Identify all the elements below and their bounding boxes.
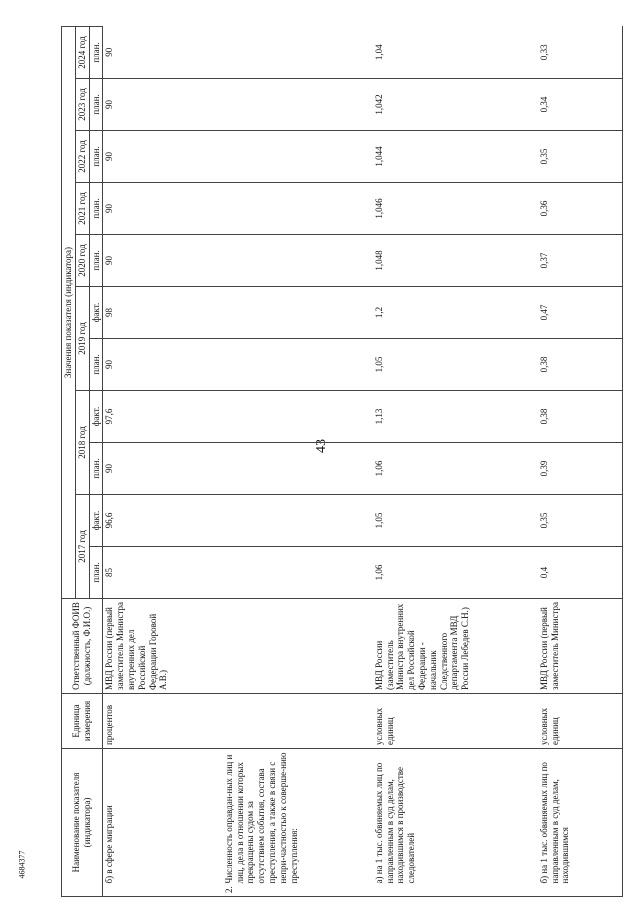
responsible-cell xyxy=(223,598,373,693)
value-cell: 1,06 xyxy=(373,442,538,494)
unit-cell xyxy=(223,693,373,748)
value-cell: 90 xyxy=(103,26,223,78)
table-row xyxy=(373,26,538,896)
header-year-2021: 2021 год xyxy=(75,182,89,234)
indicator-name: а) на 1 тыс. обвиняемых лиц по направленным в суд делам, находившимся в производстве следователей xyxy=(373,762,417,884)
unit-cell: условных единиц xyxy=(538,693,623,748)
indicator-table xyxy=(61,26,623,897)
header-plan: план. xyxy=(89,338,103,390)
unit-cell: процентов xyxy=(103,693,223,748)
value-cell: 1,05 xyxy=(373,338,538,390)
value-cell xyxy=(223,182,373,234)
value-cell xyxy=(223,442,373,494)
value-cell xyxy=(223,78,373,130)
header-fact: факт. xyxy=(89,494,103,546)
value-cell: 1,2 xyxy=(373,286,538,338)
header-values: Значения показателя (индикатора) xyxy=(62,26,76,598)
value-cell: 90 xyxy=(103,78,223,130)
value-cell: 0,47 xyxy=(538,286,623,338)
header-plan: план. xyxy=(89,130,103,182)
value-cell: 0,35 xyxy=(538,130,623,182)
value-cell xyxy=(223,286,373,338)
header-plan: план. xyxy=(89,78,103,130)
header-plan: план. xyxy=(89,26,103,78)
header-plan: план. xyxy=(89,442,103,494)
value-cell: 0,35 xyxy=(538,494,623,546)
value-cell: 0,36 xyxy=(538,182,623,234)
value-cell xyxy=(223,390,373,442)
value-cell: 0,39 xyxy=(538,442,623,494)
value-cell: 1,04 xyxy=(373,26,538,78)
value-cell: 98 xyxy=(103,286,223,338)
value-cell: 1,042 xyxy=(373,78,538,130)
header-fact: факт. xyxy=(89,390,103,442)
value-cell: 0,37 xyxy=(538,234,623,286)
value-cell xyxy=(223,234,373,286)
header-plan: план. xyxy=(89,234,103,286)
value-cell: 96,6 xyxy=(103,494,223,546)
responsible-cell: МВД России (первый заместитель Министра внутренних дел Российской Федерации Горовой А.В.) xyxy=(103,598,223,693)
value-cell: 1,044 xyxy=(373,130,538,182)
header-plan: план. xyxy=(89,546,103,598)
value-cell xyxy=(223,338,373,390)
value-cell: 1,048 xyxy=(373,234,538,286)
table-row xyxy=(538,26,623,896)
value-cell: 85 xyxy=(103,546,223,598)
header-year-2022: 2022 год xyxy=(75,130,89,182)
header-year-2020: 2020 год xyxy=(75,234,89,286)
value-cell: 1,046 xyxy=(373,182,538,234)
value-cell: 1,13 xyxy=(373,390,538,442)
table-row xyxy=(223,26,373,896)
header-unit: Единица измерения xyxy=(62,693,103,748)
value-cell xyxy=(223,494,373,546)
header-year-2024: 2024 год xyxy=(75,26,89,78)
unit-cell: условных единиц xyxy=(373,693,538,748)
header-year-2017: 2017 год xyxy=(75,494,89,598)
header-plan: план. xyxy=(89,182,103,234)
table-row xyxy=(103,26,223,896)
header-name: Наименование показателя (индикатора) xyxy=(62,748,103,896)
header-year-2023: 2023 год xyxy=(75,78,89,130)
responsible-cell: МВД России (заместитель Министра внутренних дел Российской Федерации - начальник Следственного департамента МВД России Лебедев С.Н.) xyxy=(373,598,538,693)
indicator-name: Численность оправдан-ных лиц и лиц, дела в отношении которых прекращены судом за отсутствием события, состава преступления, а также в связи с непри-частностью к соверше-нию преступления: xyxy=(223,752,299,884)
value-cell: 90 xyxy=(103,130,223,182)
header-row-1 xyxy=(62,26,76,896)
value-cell: 0,38 xyxy=(538,338,623,390)
row-number xyxy=(373,887,538,897)
value-cell: 1,06 xyxy=(373,546,538,598)
table-body xyxy=(103,26,623,896)
header-year-2019: 2019 год xyxy=(75,286,89,390)
rotated-table-container xyxy=(61,27,581,897)
document-id: 4684377 xyxy=(17,850,27,879)
value-cell: 0,34 xyxy=(538,78,623,130)
header-year-2018: 2018 год xyxy=(75,390,89,494)
value-cell: 0,33 xyxy=(538,26,623,78)
value-cell: 90 xyxy=(103,234,223,286)
row-number: 2. xyxy=(223,887,373,897)
indicator-name: б) на 1 тыс. обвиняемых лиц по направленным в суд делам, находившимся xyxy=(538,748,623,886)
responsible-cell: МВД России (первый заместитель Министра xyxy=(538,598,623,693)
value-cell: 0,38 xyxy=(538,390,623,442)
row-number xyxy=(103,887,223,897)
header-responsible: Ответственный ФОИВ (должность, Ф.И.О.) xyxy=(62,598,103,693)
value-cell: 1,05 xyxy=(373,494,538,546)
header-fact: факт. xyxy=(89,286,103,338)
value-cell xyxy=(223,130,373,182)
value-cell: 90 xyxy=(103,442,223,494)
value-cell: 0,4 xyxy=(538,546,623,598)
value-cell xyxy=(223,546,373,598)
value-cell: 90 xyxy=(103,338,223,390)
indicator-name: б) в сфере миграции xyxy=(104,805,115,884)
value-cell xyxy=(223,26,373,78)
page-number: 43 xyxy=(314,439,329,453)
value-cell: 90 xyxy=(103,182,223,234)
row-number xyxy=(538,887,623,897)
value-cell: 97,6 xyxy=(103,390,223,442)
